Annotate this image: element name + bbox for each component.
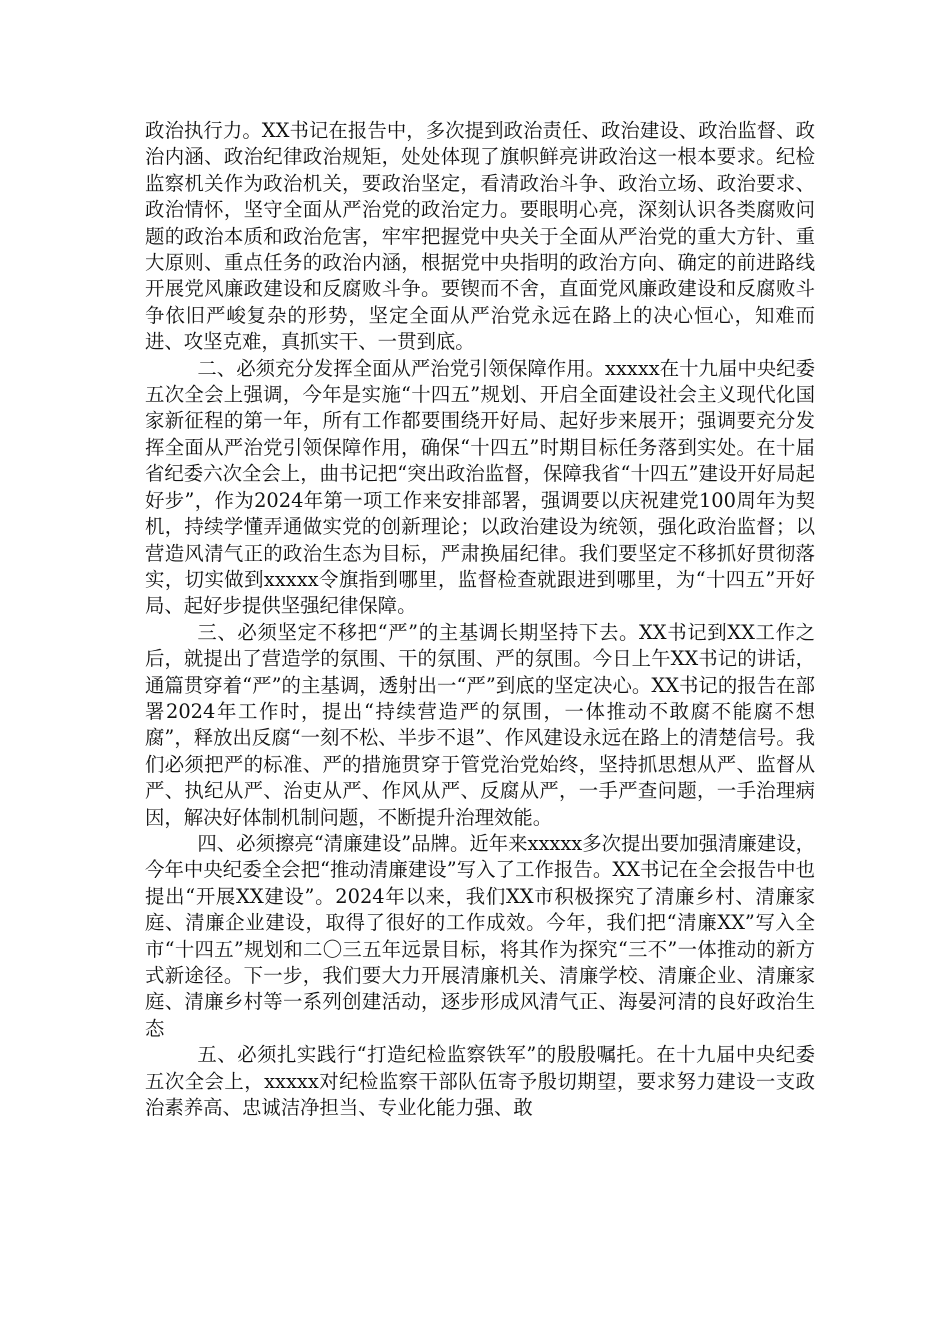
document-page — [145, 118, 815, 1121]
paragraph-section-four: 四、必须擦亮“清廉建设”品牌。近年来xxxxx多次提出要加强清廉建设，今年中央纪委全会把“推动清廉建设”写入了工作报告。XX书记在全会报告中也提出“开展XX建设”。2024年以来，我们XX市积极探究了清廉乡村、清廉家庭、清廉企业建设，取得了很好的工作成效。今年，我们把“清廉XX”写入全市“十四五”规划和二〇三五年远景目标，将其作为探究“三不”一体推动的新方式新途径。下一步，我们要大力开展清廉机关、清廉学校、清廉企业、清廉家庭、清廉乡村等一系列创建活动，逐步形成风清气正、海晏河清的良好政治生态 — [145, 831, 815, 1040]
paragraph-section-three: 三、必须坚定不移把“严”的主基调长期坚持下去。XX书记到XX工作之后，就提出了营造学的氛围、干的氛围、严的氛围。今日上午XX书记的讲话，通篇贯穿着“严”的主基调，透射出一“严”到底的坚定决心。XX书记的报告在部署2024年工作时，提出“持续营造严的氛围，一体推动不敢腐不能腐不想腐”，释放出反腐“一刻不松、半步不退”、作风建设永远在路上的清楚信号。我们必须把严的标准、严的措施贯穿于管党治党始终，坚持抓思想从严、监督从严、执纪从严、治吏从严、作风从严、反腐从严，一手严查问题，一手治理病因，解决好体制机制问题，不断提升治理效能。 — [145, 620, 815, 829]
paragraph-section-two: 二、必须充分发挥全面从严治党引领保障作用。xxxxx在十九届中央纪委五次全会上强调，今年是实施“十四五”规划、开启全面建设社会主义现代化国家新征程的第一年，所有工作都要围绕开好局、起好步来展开；强调要充分发挥全面从严治党引领保障作用，确保“十四五”时期目标任务落到实处。在十届省纪委六次全会上，曲书记把“突出政治监督，保障我省“十四五”建设开好局起好步”，作为2024年第一项工作来安排部署，强调要以庆祝建党100周年为契机，持续学懂弄通做实党的创新理论；以政治建设为统领，强化政治监督；以营造风清气正的政治生态为目标，严肃换届纪律。我们要坚定不移抓好贯彻落实，切实做到xxxxx令旗指到哪里，监督检查就跟进到哪里，为“十四五”开好局、起好步提供坚强纪律保障。 — [145, 356, 815, 618]
paragraph-political-execution: 政治执行力。XX书记在报告中，多次提到政治责任、政治建设、政治监督、政治内涵、政治纪律政治规矩，处处体现了旗帜鲜亮讲政治这一根本要求。纪检监察机关作为政治机关，要政治坚定，看清政治斗争、政治立场、政治要求、政治情怀，坚守全面从严治党的政治定力。要眼明心亮，深刻认识各类腐败问题的政治本质和政治危害，牢牢把握党中央关于全面从严治党的重大方针、重大原则、重点任务的政治内涵，根据党中央指明的政治方向、确定的前进路线开展党风廉政建设和反腐败斗争。要锲而不舍，直面党风廉政建设和反腐败斗争依旧严峻复杂的形势，坚定全面从严治党永远在路上的决心恒心，知难而进、攻坚克难，真抓实干、一贯到底。 — [145, 119, 815, 354]
paragraph-section-five: 五、必须扎实践行“打造纪检监察铁军”的殷殷嘱托。在十九届中央纪委五次全会上，xxxxx对纪检监察干部队伍寄予殷切期望，要求努力建设一支政治素养高、忠诚洁净担当、专业化能力强、敢 — [145, 1043, 815, 1120]
